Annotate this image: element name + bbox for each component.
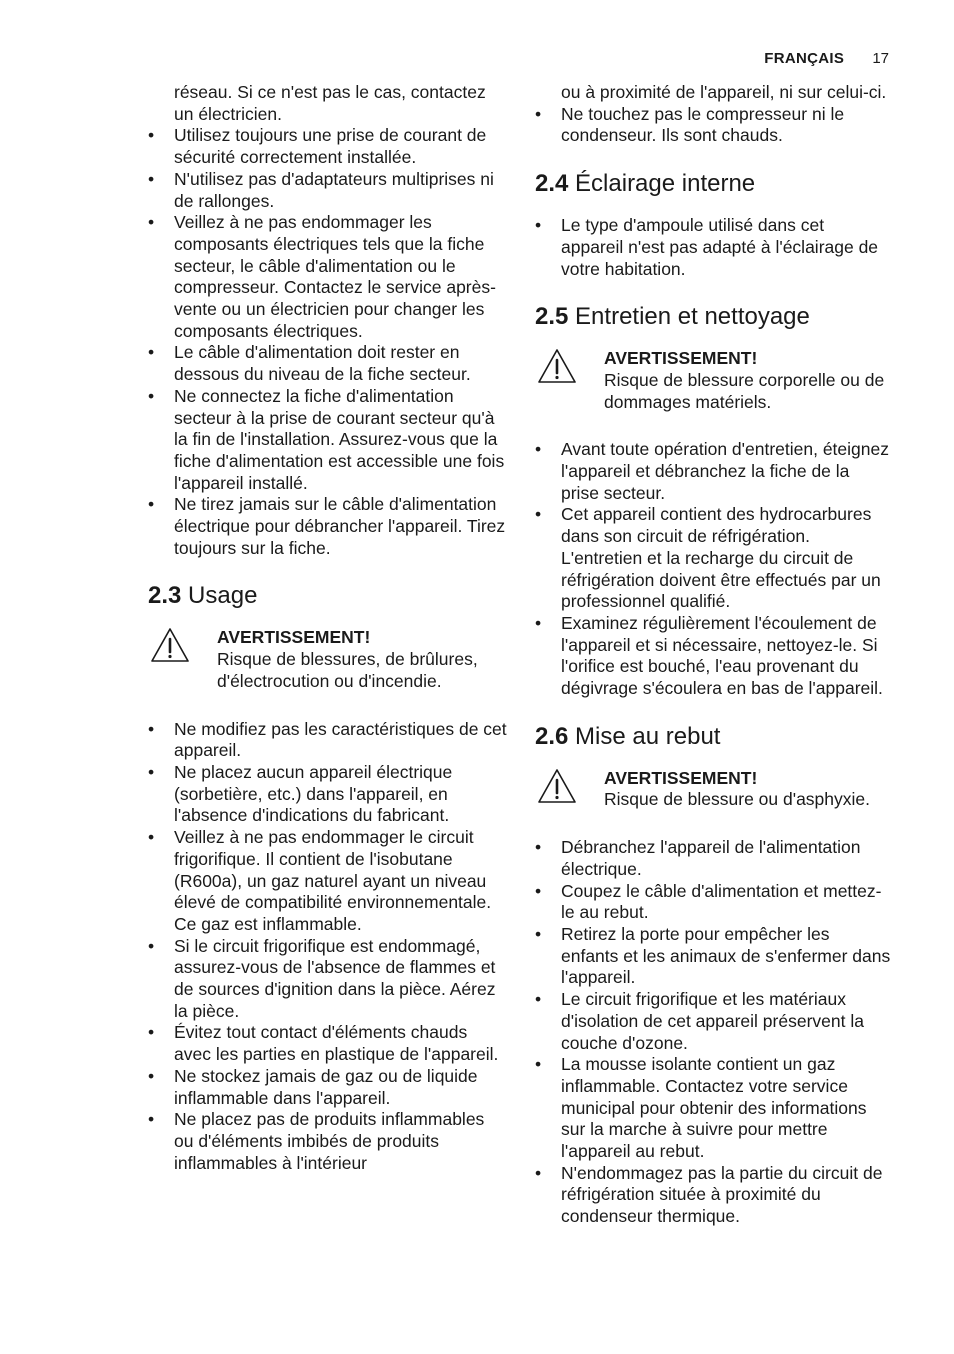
list-item: • Ne stockez jamais de gaz ou de liquide inflammable dans l'appareil. bbox=[148, 1066, 508, 1109]
warning-box bbox=[535, 348, 891, 413]
list-item: • Examinez régulièrement l'écoulement de l'appareil et si nécessaire, nettoyez-le. Si l'orifice est bouché, l'eau provenant du dégivrage s'écoulera en bas de l'appareil. bbox=[535, 613, 891, 700]
list-item: • Cet appareil contient des hydrocarbures dans son circuit de réfrigération. L'entretien et la recharge du circuit de réfrigération doivent être effectués par un professionnel qualifié. bbox=[535, 504, 891, 613]
section-heading-lighting bbox=[535, 169, 891, 199]
right-column bbox=[535, 82, 891, 1228]
warning-title: AVERTISSEMENT! bbox=[604, 767, 758, 788]
list-item: • Si le circuit frigorifique est endommagé, assurez-vous de l'absence de flammes et de sources d'ignition dans la pièce. Aérez la pièce. bbox=[148, 936, 508, 1023]
list-item: • Débranchez l'appareil de l'alimentation électrique. bbox=[535, 837, 891, 880]
list-item: • Veillez à ne pas endommager les composants électriques tels que la fiche secteur, le câble d'alimentation ou le compresseur. Contactez le service après-vente ou un électricien pour changer les composants électriques. bbox=[148, 212, 508, 342]
bullet-list bbox=[535, 215, 891, 280]
section-title: Éclairage interne bbox=[575, 170, 756, 198]
list-item: • Coupez le câble d'alimentation et mettez-le au rebut. bbox=[535, 881, 891, 924]
bullet-list bbox=[148, 125, 508, 559]
list-item: • Le circuit frigorifique et les matériaux d'isolation de cet appareil préservent la couche d'ozone. bbox=[535, 989, 891, 1054]
warning-triangle-icon bbox=[150, 627, 190, 663]
section-title: Mise au rebut bbox=[575, 722, 721, 750]
warning-triangle-icon bbox=[537, 348, 577, 384]
section-title: Usage bbox=[188, 582, 258, 610]
list-item: • Ne connectez la fiche d'alimentation secteur à la prise de courant secteur qu'à la fin de l'installation. Assurez-vous que la fiche d'alimentation est accessible une fois l'appareil installé. bbox=[148, 386, 508, 495]
section-title: Entretien et nettoyage bbox=[575, 303, 810, 331]
left-column bbox=[148, 82, 508, 1174]
bullet-list bbox=[148, 719, 508, 1175]
warning-text: Risque de blessures, de brûlures, d'électrocution ou d'incendie. bbox=[217, 649, 478, 691]
section-number: 2.6 bbox=[535, 722, 569, 750]
page-header bbox=[764, 50, 889, 67]
list-item: • Ne placez pas de produits inflammables ou d'éléments imbibés de produits inflammables à l'intérieur bbox=[148, 1109, 508, 1174]
bullet-list bbox=[535, 837, 891, 1228]
section-number: 2.5 bbox=[535, 303, 569, 331]
section-number: 2.4 bbox=[535, 170, 569, 198]
continuation-text: ou à proximité de l'appareil, ni sur celui-ci. bbox=[561, 82, 887, 102]
list-item: • Ne modifiez pas les caractéristiques de cet appareil. bbox=[148, 719, 508, 762]
warning-title: AVERTISSEMENT! bbox=[604, 348, 758, 369]
list-item: • N'endommagez pas la partie du circuit de réfrigération située à proximité du condenseur thermique. bbox=[535, 1163, 891, 1228]
list-item: • Le câble d'alimentation doit rester en dessous du niveau de la fiche secteur. bbox=[148, 342, 508, 385]
list-item: • La mousse isolante contient un gaz inflammable. Contactez votre service municipal pour obtenir des informations sur la marche à suivre pour mettre l'appareil au rebut. bbox=[535, 1054, 891, 1163]
list-item: • Avant toute opération d'entretien, éteignez l'appareil et débranchez la fiche de la prise secteur. bbox=[535, 439, 891, 504]
section-number: 2.3 bbox=[148, 582, 182, 610]
list-item: • Ne tirez jamais sur le câble d'alimentation électrique pour débrancher l'appareil. Tirez toujours sur la fiche. bbox=[148, 494, 508, 559]
bullet-list bbox=[535, 439, 891, 699]
list-item: • Évitez tout contact d'éléments chauds avec les parties en plastique de l'appareil. bbox=[148, 1022, 508, 1065]
language-label: FRANÇAIS bbox=[764, 50, 845, 67]
warning-title: AVERTISSEMENT! bbox=[217, 627, 371, 648]
section-heading-disposal bbox=[535, 722, 891, 752]
list-item: • Utilisez toujours une prise de courant de sécurité correctement installée. bbox=[148, 125, 508, 168]
list-item: • Le type d'ampoule utilisé dans cet appareil n'est pas adapté à l'éclairage de votre habitation. bbox=[535, 215, 891, 280]
warning-triangle-icon bbox=[537, 768, 577, 804]
section-heading-maintenance bbox=[535, 302, 891, 332]
warning-text: Risque de blessure ou d'asphyxie. bbox=[604, 789, 871, 810]
warning-box bbox=[148, 627, 508, 692]
warning-box bbox=[535, 768, 891, 811]
page-number: 17 bbox=[872, 50, 889, 67]
list-item: • N'utilisez pas d'adaptateurs multiprises ni de rallonges. bbox=[148, 169, 508, 212]
continuation-text: réseau. Si ce n'est pas le cas, contactez un électricien. bbox=[174, 82, 486, 124]
list-item: • Retirez la porte pour empêcher les enfants et les animaux de s'enfermer dans l'appareil. bbox=[535, 924, 891, 989]
section-heading-usage bbox=[148, 581, 508, 611]
list-item: • Veillez à ne pas endommager le circuit frigorifique. Il contient de l'isobutane (R600a), un gaz naturel ayant un niveau élevé de compatibilité environnementale. Ce gaz est inflammable. bbox=[148, 827, 508, 936]
list-item: • Ne placez aucun appareil électrique (sorbetière, etc.) dans l'appareil, en l'absence d'indications du fabricant. bbox=[148, 762, 508, 827]
bullet-list bbox=[535, 104, 891, 147]
list-item: • Ne touchez pas le compresseur ni le condenseur. Ils sont chauds. bbox=[535, 104, 891, 147]
warning-text: Risque de blessure corporelle ou de dommages matériels. bbox=[604, 369, 885, 412]
